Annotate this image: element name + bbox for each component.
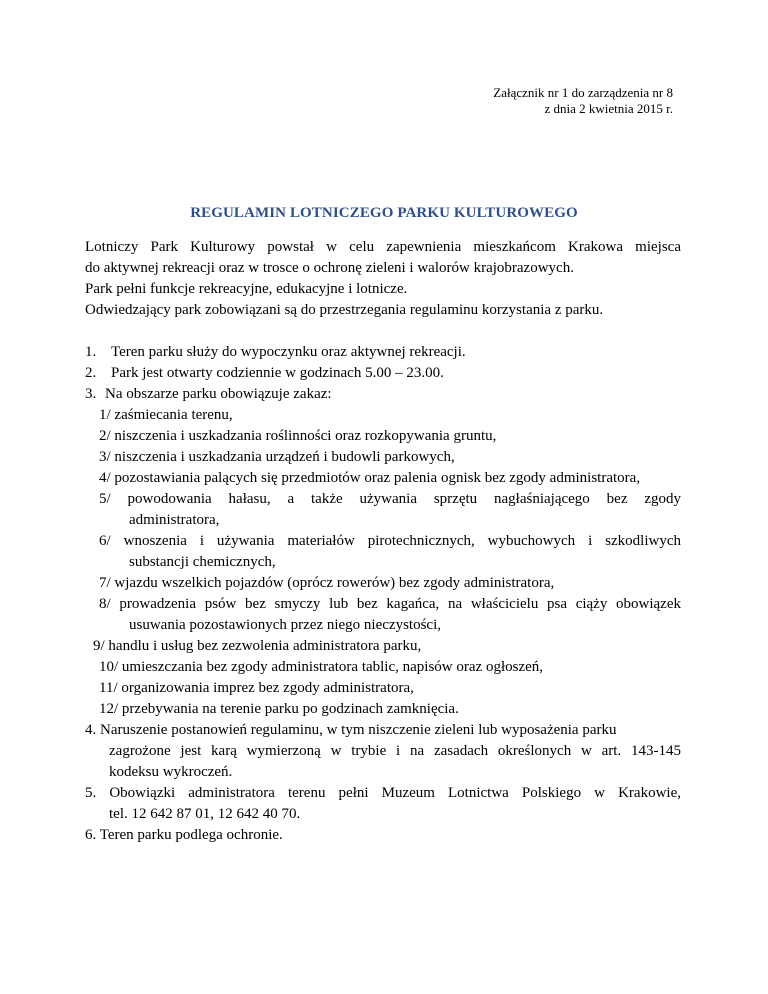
intro-paragraph-1 (85, 237, 681, 279)
prohibition-text: umieszczania bez zgody administratora tablic, napisów oraz ogłoszeń, (121, 659, 544, 675)
prohibition-text: organizowania imprez bez zgody administratora, (121, 680, 414, 696)
prohibition-item-3 (85, 447, 681, 468)
rule-line-2: zagrożone jest karą wymierzoną w trybie i na zasadach określonych w art. 143-145 (109, 743, 681, 759)
rule-item-4 (85, 720, 681, 783)
prohibition-item-12 (85, 699, 681, 720)
prohibition-item-5 (85, 489, 681, 531)
prohibitions-list (85, 405, 681, 720)
prohibition-number: 11/ (99, 680, 118, 696)
prohibition-line-2: substancji chemicznych, (129, 554, 276, 570)
rules-list (85, 342, 681, 846)
rule-text: Naruszenie postanowień regulaminu, w tym niszczenie zieleni lub wyposażenia parku (100, 722, 617, 738)
prohibition-item-10 (85, 657, 681, 678)
rule-number: 1. (85, 344, 97, 360)
rule-number: 2. (85, 365, 97, 381)
prohibition-item-1 (85, 405, 681, 426)
prohibition-item-6 (85, 531, 681, 573)
prohibition-item-2 (85, 426, 681, 447)
prohibition-text: przebywania na terenie parku po godzinach zamknięcia. (121, 701, 459, 717)
rule-text: Obowiązki administratora terenu pełni Muzeum Lotnictwa Polskiego w Krakowie, (109, 785, 681, 801)
rule-line-1 (85, 783, 681, 804)
document-body (85, 237, 681, 846)
prohibition-number: 9/ (93, 638, 105, 654)
rule-text: Na obszarze parku obowiązuje zakaz: (105, 386, 332, 402)
rule-item-1 (85, 342, 681, 363)
rule-text: Teren parku podlega ochronie. (99, 827, 283, 843)
prohibition-line-1 (99, 489, 681, 510)
prohibition-item-4 (85, 468, 681, 489)
prohibition-number: 5/ (99, 491, 111, 507)
prohibition-number: 2/ (99, 428, 111, 444)
rule-line-2: tel. 12 642 87 01, 12 642 40 70. (109, 806, 301, 822)
intro-paragraph-2: Park pełni funkcje rekreacyjne, edukacyjne i lotnicze. (85, 281, 408, 297)
prohibition-number: 6/ (99, 533, 111, 549)
prohibition-text: niszczenia i uszkadzania urządzeń i budowli parkowych, (114, 449, 455, 465)
rule-number: 4. (85, 722, 97, 738)
prohibition-text: prowadzenia psów bez smyczy lub bez kagańca, na właścicielu psa ciąży obowiązek (119, 596, 681, 612)
prohibition-number: 3/ (99, 449, 111, 465)
rule-text: Teren parku służy do wypoczynku oraz aktywnej rekreacji. (111, 344, 466, 360)
intro-section (85, 237, 681, 321)
intro-p1-line-2: do aktywnej rekreacji oraz w trosce o ochronę zieleni i walorów krajobrazowych. (85, 260, 574, 276)
prohibition-text: handlu i usług bez zezwolenia administratora parku, (108, 638, 422, 654)
prohibition-text: powodowania hałasu, a także używania sprzętu nagłaśniającego bez zgody (127, 491, 682, 507)
prohibition-number: 10/ (99, 659, 119, 675)
prohibition-number: 7/ (99, 575, 111, 591)
prohibition-number: 8/ (99, 596, 111, 612)
prohibition-number: 4/ (99, 470, 111, 486)
prohibition-line-2: usuwania pozostawionych przez niego nieczystości, (129, 617, 441, 633)
prohibition-text: pozostawiania palących się przedmiotów oraz palenia ognisk bez zgody administratora, (114, 470, 641, 486)
prohibition-line-2: administratora, (129, 512, 220, 528)
rule-number: 5. (85, 785, 97, 801)
prohibition-number: 12/ (99, 701, 119, 717)
prohibition-text: wnoszenia i używania materiałów pirotechnicznych, wybuchowych i szkodliwych (123, 533, 682, 549)
prohibition-line-1 (99, 531, 681, 552)
rule-item-2 (85, 363, 681, 384)
attachment-note-line-2: z dnia 2 kwietnia 2015 r. (544, 101, 673, 116)
intro-p1-line-1: Lotniczy Park Kulturowy powstał w celu zapewnienia mieszkańcom Krakowa miejsca (85, 239, 681, 255)
prohibition-number: 1/ (99, 407, 111, 423)
prohibition-line-1 (99, 594, 681, 615)
rule-number: 3. (85, 386, 97, 402)
rule-item-5 (85, 783, 681, 825)
prohibition-text: wjazdu wszelkich pojazdów (oprócz rowerów) bez zgody administratora, (114, 575, 555, 591)
rule-item-3 (85, 384, 681, 405)
rule-text: Park jest otwarty codziennie w godzinach 5.00 – 23.00. (111, 365, 444, 381)
intro-paragraph-3: Odwiedzający park zobowiązani są do przestrzegania regulaminu korzystania z parku. (85, 302, 604, 318)
prohibition-item-11 (85, 678, 681, 699)
rule-line-1 (85, 720, 681, 741)
prohibition-item-7 (85, 573, 681, 594)
attachment-note (493, 85, 673, 117)
prohibition-text: niszczenia i uszkadzania roślinności oraz rozkopywania gruntu, (114, 428, 497, 444)
rule-number: 6. (85, 827, 97, 843)
prohibition-item-9 (85, 636, 681, 657)
prohibition-text: zaśmiecania terenu, (114, 407, 233, 423)
attachment-note-line-1: Załącznik nr 1 do zarządzenia nr 8 (493, 85, 673, 100)
rule-item-6 (85, 825, 681, 846)
document-title: REGULAMIN LOTNICZEGO PARKU KULTUROWEGO (190, 205, 578, 221)
rule-line-3: kodeksu wykroczeń. (109, 764, 233, 780)
prohibition-item-8 (85, 594, 681, 636)
